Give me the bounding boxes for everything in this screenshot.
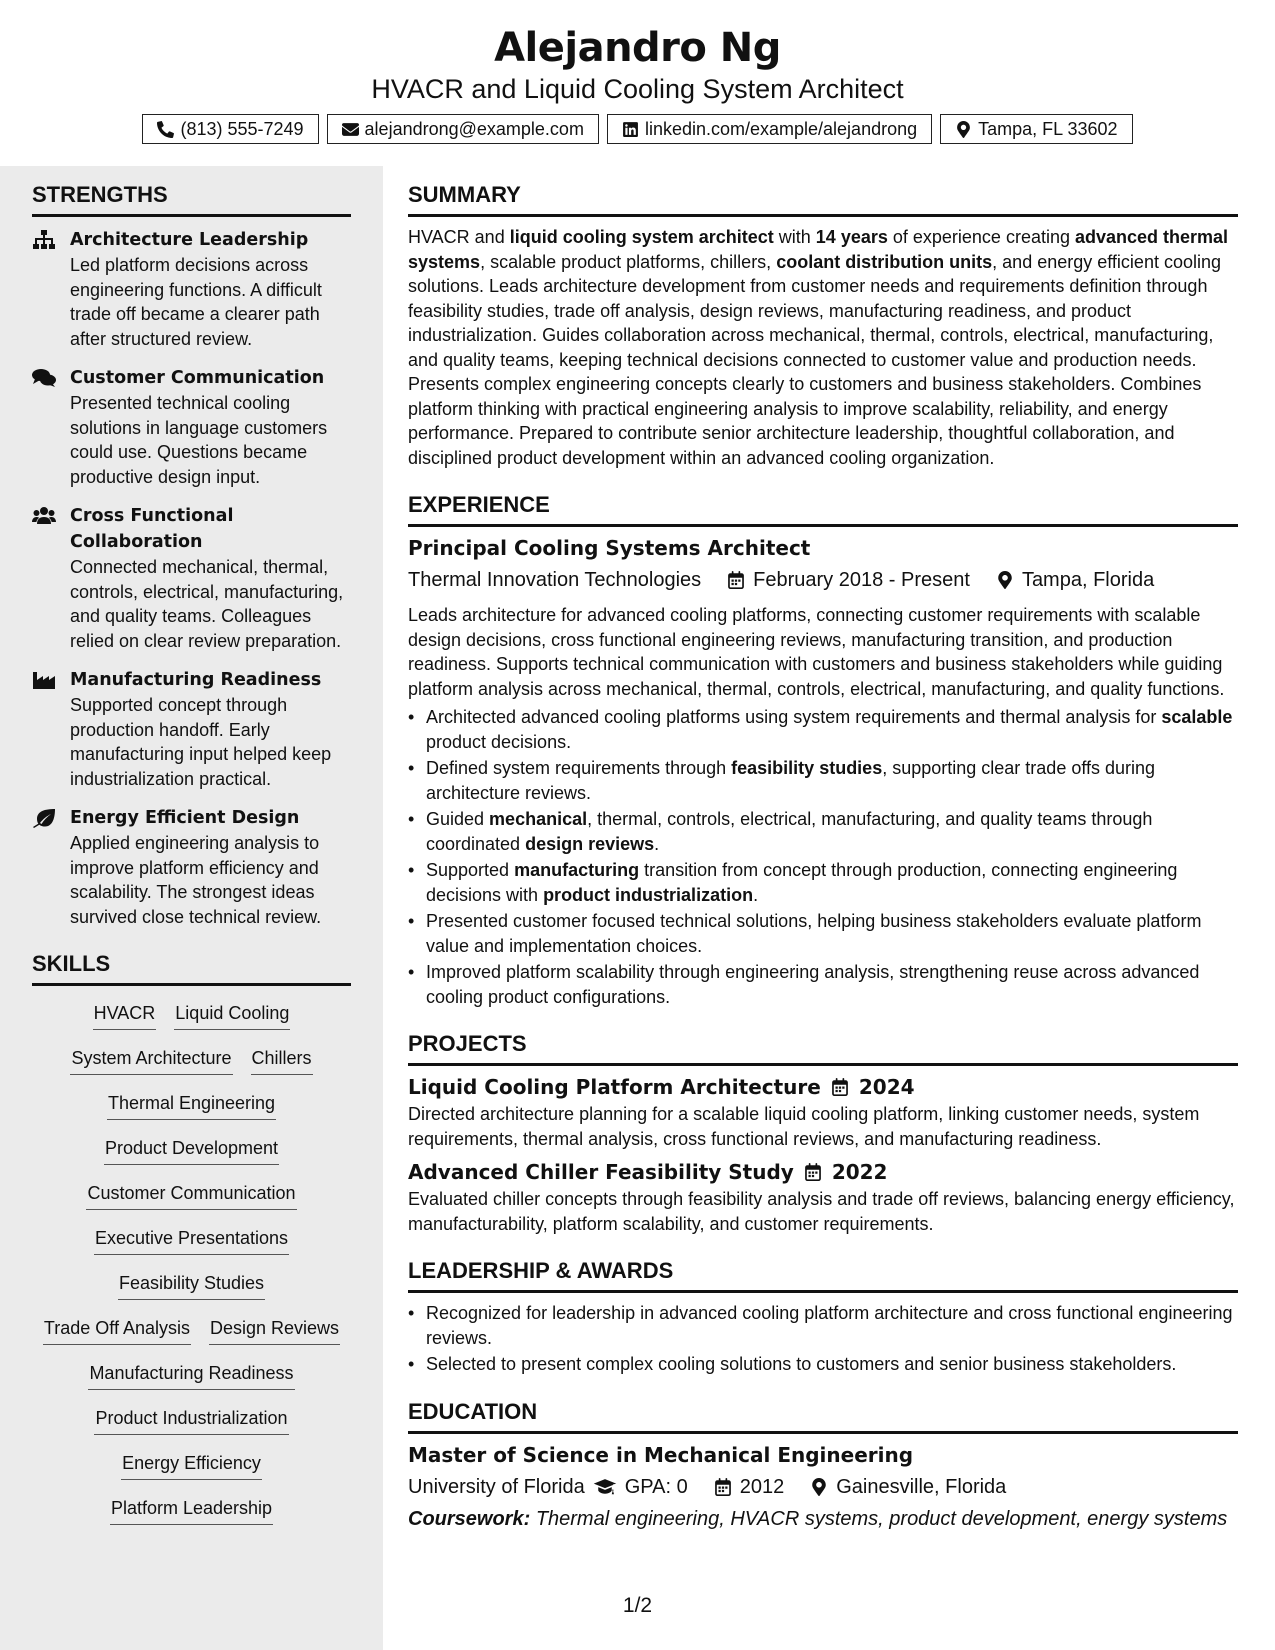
degree-title: Master of Science in Mechanical Engineering	[408, 1442, 914, 1467]
education-meta	[408, 1472, 1238, 1502]
skill-row	[32, 1131, 351, 1176]
job-bullet: • Improved platform scalability through engineering analysis, strengthening reuse across advanced cooling product configurations.	[408, 960, 1238, 1009]
strength-description: Connected mechanical, thermal, controls, electrical, manufacturing, and quality teams. Colleagues relied on clear review preparation.	[70, 557, 344, 651]
skill-tag: Product Industrialization	[94, 1405, 288, 1435]
skill-tag: Design Reviews	[209, 1315, 340, 1345]
graduation-cap-icon	[593, 1478, 617, 1496]
skill-tag: Customer Communication	[86, 1180, 296, 1210]
projects-section	[408, 1029, 1238, 1236]
calendar-icon	[804, 1163, 822, 1181]
job-bullet: • Guided mechanical, thermal, controls, electrical, manufacturing, and quality teams through coordinated design reviews.	[408, 807, 1238, 856]
skill-row	[32, 1311, 351, 1356]
strength-name: Energy Efficient Design	[70, 808, 300, 828]
page-number: 1/2	[622, 1594, 653, 1617]
map-pin-icon	[955, 121, 972, 138]
skill-row	[32, 1356, 351, 1401]
map-pin-icon	[996, 571, 1014, 589]
project-title-row	[408, 1072, 1238, 1102]
project-title: Liquid Cooling Platform Architecture	[408, 1075, 821, 1099]
skill-row	[32, 1401, 351, 1446]
contact-location[interactable]	[940, 114, 1132, 144]
coursework-text: Thermal engineering, HVACR systems, product development, energy systems	[535, 1507, 1228, 1530]
strength-description: Presented technical cooling solutions in language customers could use. Questions became productive design input.	[70, 393, 328, 487]
calendar-icon	[831, 1078, 849, 1096]
job-location: Tampa, Florida	[1021, 569, 1155, 591]
comments-icon	[32, 368, 56, 388]
skill-row	[32, 1221, 351, 1266]
strength-item	[32, 667, 351, 791]
awards-heading: LEADERSHIP & AWARDS	[408, 1256, 1238, 1293]
strength-name: Customer Communication	[70, 368, 325, 388]
strength-item	[32, 365, 351, 489]
strength-description: Led platform decisions across engineering functions. A difficult trade off became a clearer path after structured review.	[70, 255, 322, 349]
project-description: Directed architecture planning for a scalable liquid cooling platform, linking customer needs, system requirements, thermal analysis, cross functional reviews, and manufacturing readiness.	[408, 1104, 1200, 1149]
strength-name: Architecture Leadership	[70, 230, 309, 250]
awards-section	[408, 1256, 1238, 1377]
coursework	[408, 1504, 1238, 1534]
linkedin-icon	[622, 121, 639, 138]
users-icon	[32, 506, 56, 526]
skill-row	[32, 1041, 351, 1086]
skill-tag: Platform Leadership	[110, 1495, 273, 1525]
job-bullets	[408, 705, 1238, 1009]
project-title: Advanced Chiller Feasibility Study	[408, 1160, 794, 1184]
phone-icon	[157, 121, 174, 138]
award-item: • Recognized for leadership in advanced cooling platform architecture and cross functional engineering reviews.	[408, 1301, 1238, 1350]
education-heading: EDUCATION	[408, 1397, 1238, 1434]
job-dates: February 2018 - Present	[753, 569, 970, 591]
skill-tag: Feasibility Studies	[118, 1270, 265, 1300]
skill-row	[32, 1086, 351, 1131]
strength-item	[32, 227, 351, 351]
job-bullet: • Presented customer focused technical solutions, helping business stakeholders evaluate platform value and implementation choices.	[408, 909, 1238, 958]
job-meta	[408, 565, 1238, 595]
school-location: Gainesville, Florida	[836, 1475, 1007, 1498]
industry-icon	[32, 670, 56, 690]
project-year: 2024	[858, 1075, 915, 1099]
contact-linkedin[interactable]	[607, 114, 932, 144]
skill-tag: System Architecture	[70, 1045, 232, 1075]
job-bullet: • Architected advanced cooling platforms using system requirements and thermal analysis for scalable product decisions.	[408, 705, 1238, 754]
envelope-icon	[342, 121, 359, 138]
strength-item	[32, 805, 351, 929]
strength-name: Manufacturing Readiness	[70, 670, 322, 690]
strengths-list	[32, 227, 351, 929]
skill-row	[32, 1176, 351, 1221]
main-column	[408, 180, 1238, 1534]
sitemap-icon	[32, 230, 56, 250]
summary-heading: SUMMARY	[408, 180, 1238, 217]
job-description: Leads architecture for advanced cooling platforms, connecting customer requirements with scalable design decisions, cross functional engineering reviews, manufacturing transition, and production readiness. Supports technical communication with customers and business stakeholders while guiding platform analysis across mechanical, thermal, controls, electrical, manufacturing, and quality functions.	[408, 605, 1225, 699]
calendar-icon	[727, 571, 745, 589]
skill-tag: Manufacturing Readiness	[88, 1360, 294, 1390]
job-bullet: • Supported manufacturing transition from concept through production, connecting engineering decisions with product industrialization.	[408, 858, 1238, 907]
school-name: University of Florida	[408, 1475, 585, 1498]
award-item: • Selected to present complex cooling solutions to customers and senior business stakeholders.	[408, 1352, 1238, 1377]
skill-row	[32, 1491, 351, 1536]
graduation-year: 2012	[739, 1475, 785, 1498]
contact-phone-text: (813) 555-7249	[180, 118, 304, 139]
skill-tag: Product Development	[104, 1135, 279, 1165]
contact-bar	[0, 114, 1275, 144]
experience-heading: EXPERIENCE	[408, 490, 1238, 527]
contact-location-text: Tampa, FL 33602	[978, 118, 1118, 139]
job-bullet: • Defined system requirements through feasibility studies, supporting clear trade offs during architecture reviews.	[408, 756, 1238, 805]
education-section	[408, 1397, 1238, 1534]
skill-tag: Energy Efficiency	[121, 1450, 262, 1480]
skill-tag: Executive Presentations	[94, 1225, 289, 1255]
strength-description: Supported concept through production handoff. Early manufacturing input helped keep industrialization practical.	[70, 695, 332, 789]
calendar-icon	[714, 1478, 732, 1496]
gpa: GPA: 0	[624, 1475, 688, 1498]
skills-list	[32, 996, 351, 1536]
summary-text: HVACR and liquid cooling system architect with 14 years of experience creating advanced thermal systems, scalable product platforms, chillers, coolant distribution units, and energy efficient cooling solutions. Leads architecture development from customer needs and requirements definition through feasibility studies, trade off analysis, design reviews, manufacturing readiness, and product industrialization. Guides collaboration across mechanical, thermal, controls, electrical, manufacturing, and quality teams, keeping technical decisions connected to customer value and production needs. Presents complex engineering concepts clearly to customers and business stakeholders. Combines platform thinking with practical engineering analysis to improve scalability, reliability, and energy performance. Prepared to contribute senior architecture leadership, thoughtful collaboration, and disciplined product development within an advanced cooling organization.	[408, 227, 1229, 468]
candidate-title: HVACR and Liquid Cooling System Architect	[371, 74, 904, 104]
job-title: Principal Cooling Systems Architect	[408, 536, 811, 560]
candidate-name: Alejandro Ng	[494, 25, 781, 71]
skill-tag: Thermal Engineering	[107, 1090, 276, 1120]
strength-description: Applied engineering analysis to improve platform efficiency and scalability. The strongest ideas survived close technical review.	[70, 833, 322, 927]
experience-section	[408, 490, 1238, 1009]
strengths-heading: STRENGTHS	[32, 180, 351, 217]
map-pin-icon	[810, 1478, 828, 1496]
contact-email-text: alejandrong@example.com	[364, 118, 584, 139]
skill-tag: HVACR	[93, 1000, 157, 1030]
awards-list	[408, 1301, 1238, 1377]
contact-phone[interactable]	[142, 114, 318, 144]
contact-email[interactable]	[327, 114, 599, 144]
strength-item	[32, 503, 351, 653]
project-title-row	[408, 1157, 1238, 1187]
skills-heading: SKILLS	[32, 949, 351, 986]
skill-tag: Chillers	[251, 1045, 313, 1075]
strength-name: Cross Functional Collaboration	[70, 506, 234, 552]
contact-linkedin-text: linkedin.com/example/alejandrong	[644, 118, 918, 139]
coursework-label: Coursework:	[408, 1507, 531, 1530]
skill-row	[32, 1446, 351, 1491]
sidebar	[32, 180, 351, 1536]
projects-heading: PROJECTS	[408, 1029, 1238, 1066]
skill-row	[32, 996, 351, 1041]
project-year: 2022	[831, 1160, 888, 1184]
leaf-icon	[32, 808, 56, 828]
skill-tag: Liquid Cooling	[174, 1000, 290, 1030]
skill-tag: Trade Off Analysis	[43, 1315, 191, 1345]
project-description: Evaluated chiller concepts through feasibility analysis and trade off reviews, balancing energy efficiency, manufacturability, platform scalability, and customer requirements.	[408, 1189, 1235, 1234]
job-company: Thermal Innovation Technologies	[408, 569, 702, 591]
skill-row	[32, 1266, 351, 1311]
